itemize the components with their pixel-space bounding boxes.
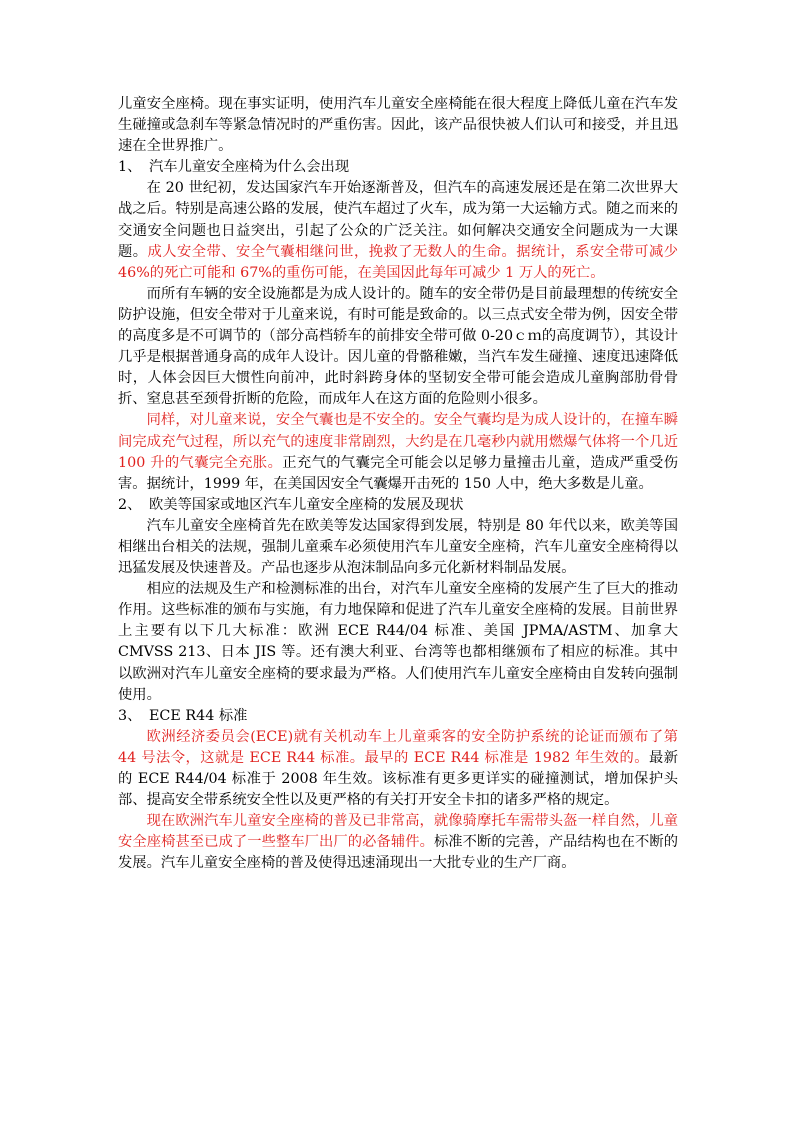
body-paragraph [118,727,678,811]
paragraph-text: 儿童安全座椅。现在事实证明，使用汽车儿童安全座椅能在很大程度上降低儿童在汽车发生碰撞或急刹车等紧急情况时的严重伤害。因此，该产品很快被人们认可和接受，并且迅速在全世界推广。 [118,96,678,155]
body-paragraph [118,410,678,494]
body-paragraph [118,178,678,283]
paragraph-text: 而所有车辆的安全设施都是为成人设计的。随车的安全带仍是目前最理想的传统安全防护设施，但安全带对于儿童来说，有时可能是致命的。以三点式安全带为例，因安全带的高度多是不可调节的（部分高档轿车的前排安全带可做 0-20ｃｍ的高度调节），其设计几乎是根据普通身高的成年人设计。因儿童的骨骼稚嫩，当汽车发生碰撞、速度迅速降低时，人体会因巨大惯性向前冲，此时斜跨身体的坚韧安全带可能会造成儿童胸部肋骨骨折、窒息甚至颈骨折断的危险，而成年人在这方面的危险则小很多。 [118,285,678,408]
section-heading [118,495,678,516]
paragraph-text: 汽车儿童安全座椅首先在欧美等发达国家得到发展，特别是 80 年代以来，欧美等国相继出台相关的法规，强制儿童乘车必须使用汽车儿童安全座椅，汽车儿童安全座椅得以迅猛发展及快速普及。产品也逐步从泡沫制品向多元化新材料制品发展。 [118,517,678,577]
paragraph-text: 最新的 ECE R44/04 标准于 2008 年生效。该标准有更多更详实的碰撞测试，增加保护头部、提高安全带系统安全性以及更严格的有关打开安全卡扣的诸多严格的规定。 [118,749,679,809]
body-paragraph [118,284,678,411]
section-title: 汽车儿童安全座椅为什么会出现 [149,159,350,176]
paragraph-text: 标准不断的完善，产品结构也在不断的发展。汽车儿童安全座椅的普及使得迅速涌现出一大批专业的生产厂商。 [118,834,679,872]
body-paragraph [118,811,678,874]
body-paragraph [118,579,678,706]
document-body [118,94,678,874]
section-heading [118,706,678,727]
highlighted-text: 成人安全带、安全气囊相继问世，挽救了无数人的生命。据统计，系安全带可减少 46%的死亡可能和 67%的重伤可能，在美国因此每年可减少 1 万人的死亡。 [118,243,678,281]
paragraph-text: 相应的法规及生产和检测标准的出台，对汽车儿童安全座椅的发展产生了巨大的推动作用。这些标准的颁布与实施，有力地保障和促进了汽车儿童安全座椅的发展。目前世界上主要有以下几大标准：欧洲 ECE R44/04 标准、美国 JPMA/ASTM、加拿大 CMVSS 213、日本 JIS 等。还有澳大利亚、台湾等也都相继颁布了相应的标准。其中以欧洲对汽车儿童安全座椅的要求最为严格。人们使用汽车儿童安全座椅由自发转向强制使用。 [118,581,678,703]
section-number: 2、 [118,496,142,513]
section-number: 1、 [118,159,142,176]
highlighted-text: 现在欧洲汽车儿童安全座椅的普及已非常高，就像骑摩托车需带头盔一样自然，儿童安全座椅甚至已成了一些整车厂出厂的必备辅件。 [118,813,678,851]
body-paragraph [118,516,678,579]
paragraph-text: 正充气的气囊完全可能会以足够力量撞击儿童，造成严重受伤害。据统计，1999 年，在美国因安全气囊爆开击死的 150 人中，绝大多数是儿童。 [118,454,678,492]
section-title: 欧美等国家或地区汽车儿童安全座椅的发展及现状 [149,496,464,513]
section-heading [118,157,678,178]
section-number: 3、 [118,707,142,724]
highlighted-text: 欧洲经济委员会(ECE)就有关机动车上儿童乘客的安全防护系统的论证而颁布了第 44 号法令，这就是 ECE R44 标准。最早的 ECE R44 标准是 1982 年生效的。 [118,728,678,766]
body-paragraph [118,94,678,157]
highlighted-text: 同样，对儿童来说，安全气囊也是不安全的。安全气囊均是为成人设计的，在撞车瞬间完成充气过程，所以充气的速度非常剧烈，大约是在几毫秒内就用燃爆气体将一个几近 100 升的气囊完全充胀。 [118,412,678,471]
paragraph-text: 在 20 世纪初，发达国家汽车开始逐渐普及，但汽车的高速发展还是在第二次世界大战之后。特别是高速公路的发展，使汽车超过了火车，成为第一大运输方式。随之而来的交通安全问题也日益突出，引起了公众的广泛关注。如何解决交通安全问题成为一大课题。 [118,180,678,260]
section-title: ECE R44 标准 [149,707,248,724]
